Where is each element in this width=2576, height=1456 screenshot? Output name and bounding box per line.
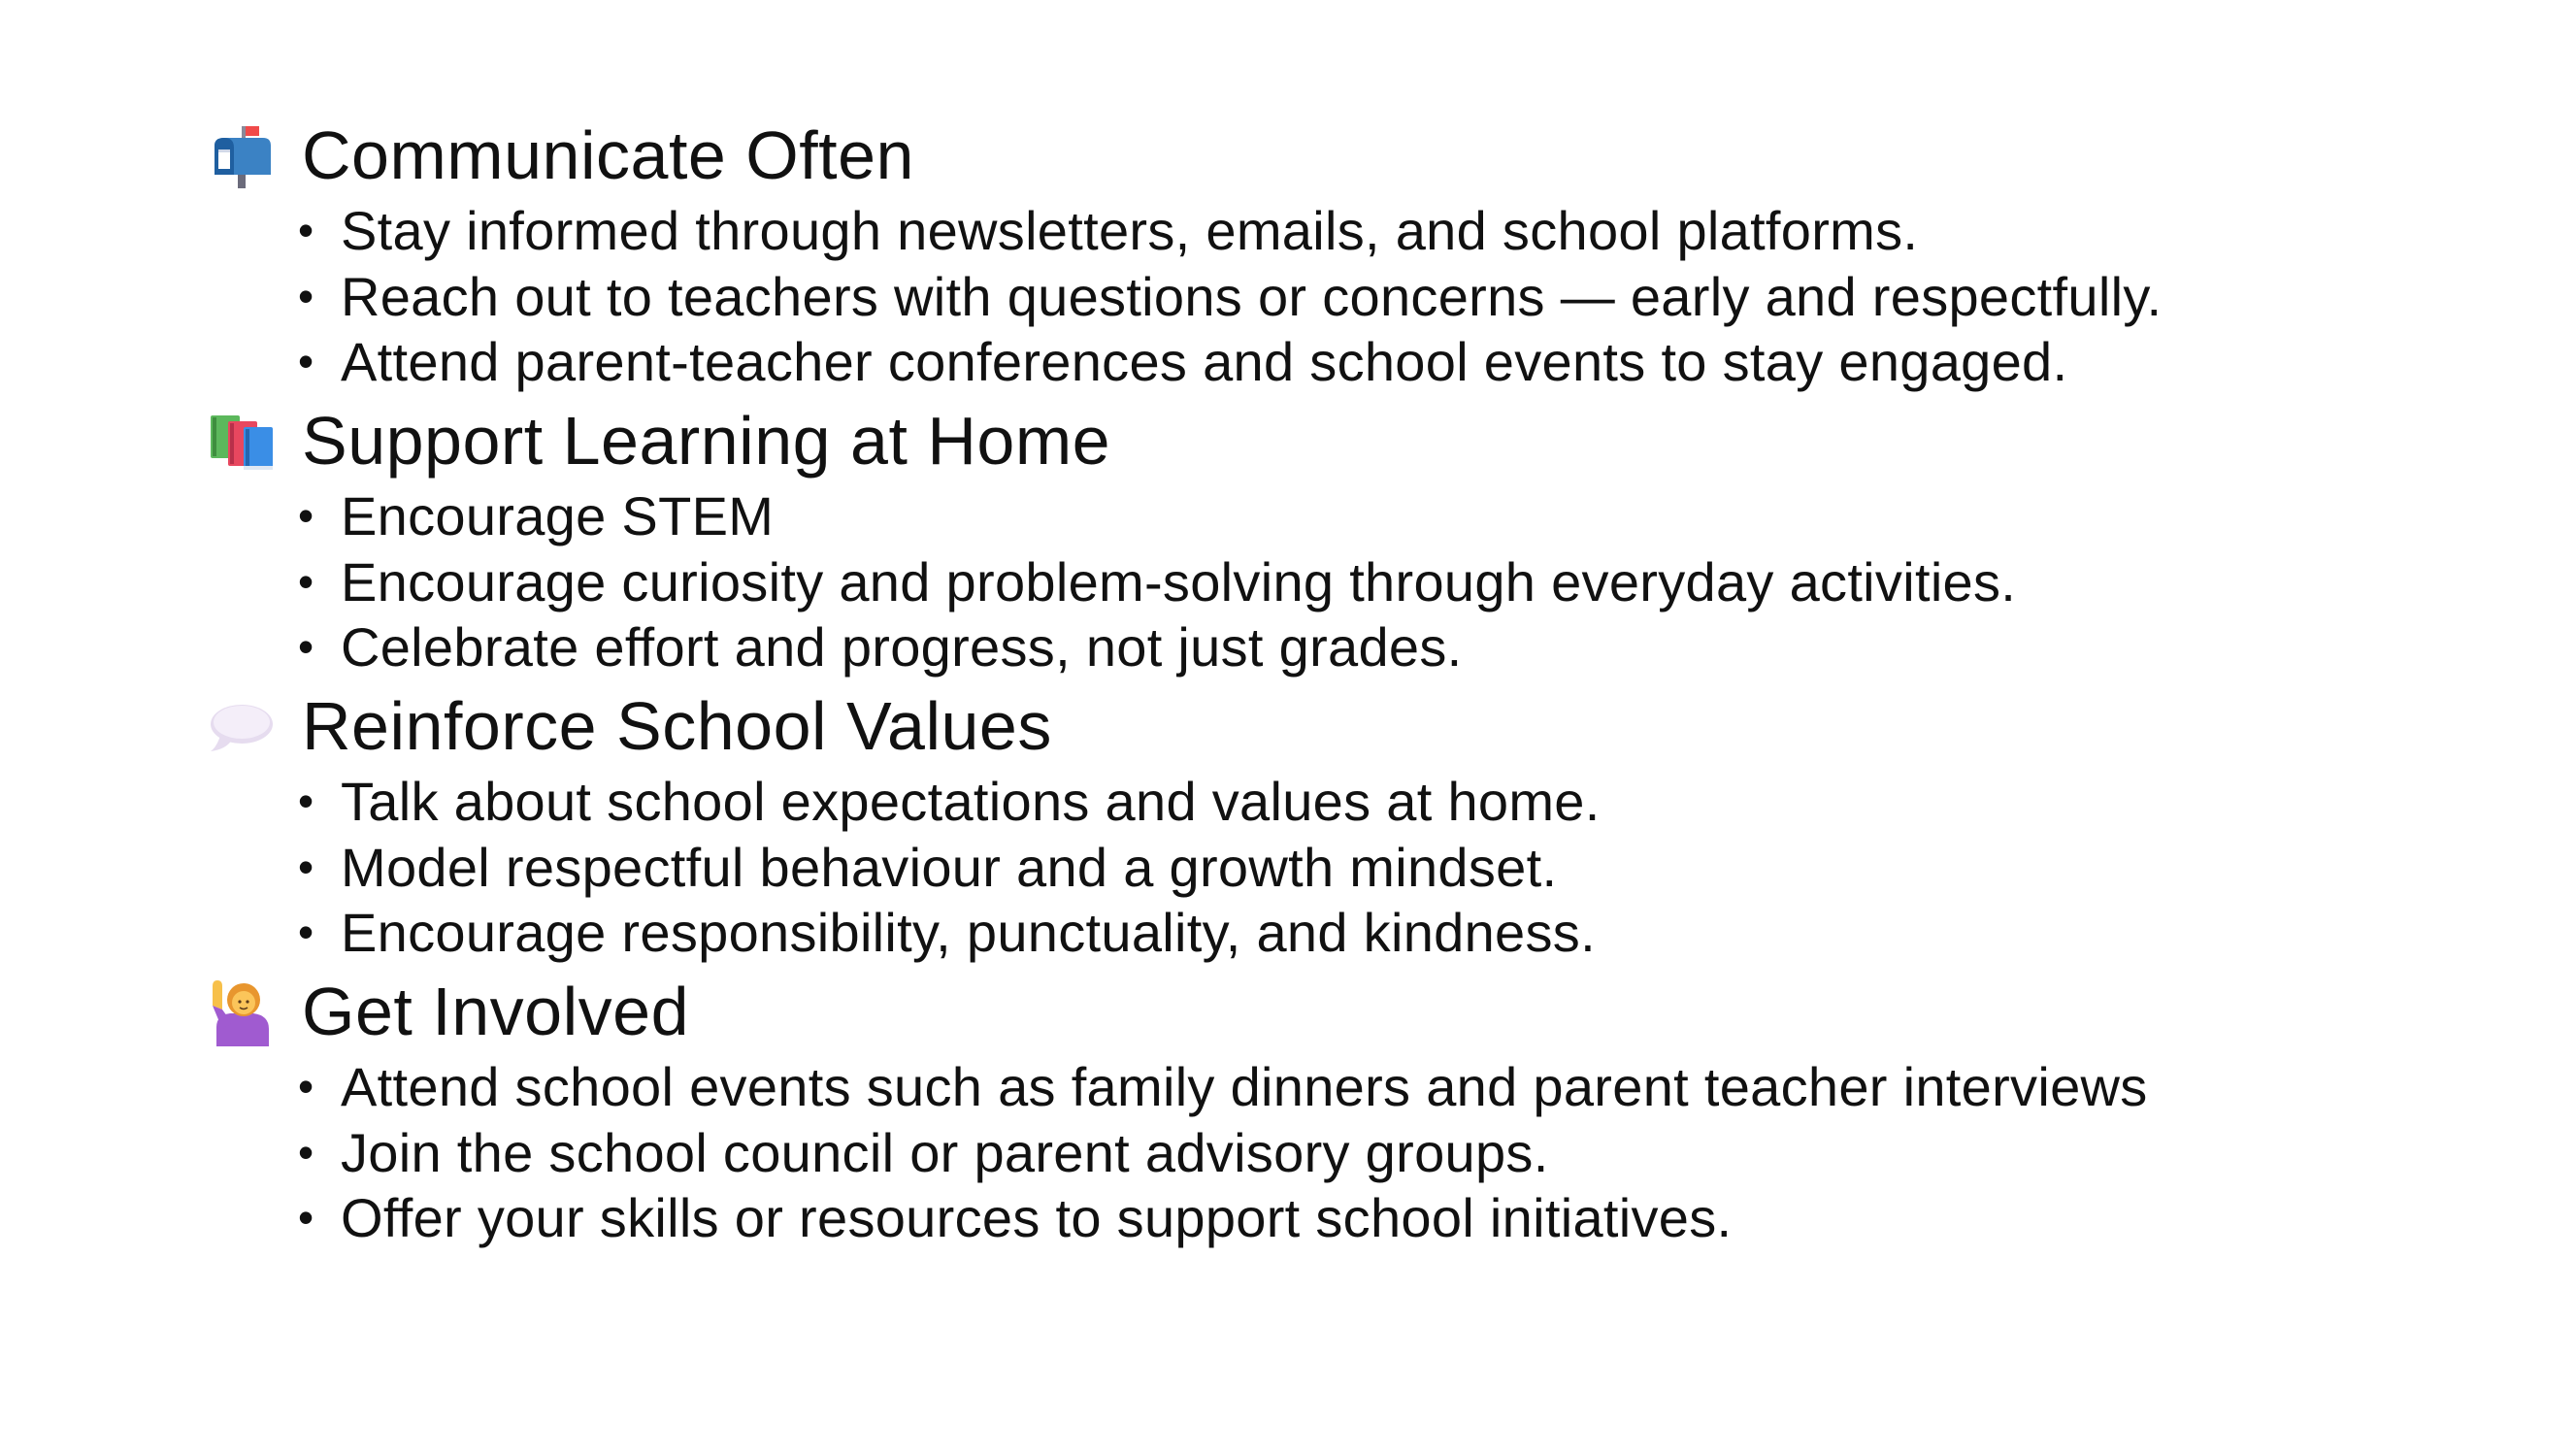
bullet-list	[294, 769, 2439, 966]
bullet-dot: •	[298, 841, 314, 892]
section-title: Get Involved	[302, 974, 689, 1049]
bullet-dot: •	[298, 621, 314, 672]
bullet-dot: •	[298, 555, 314, 607]
section-reinforce-values	[207, 685, 2439, 966]
section-heading	[207, 685, 2439, 767]
section-heading	[207, 400, 2439, 481]
list-item-text: Attend school events such as family dinners and parent teacher interviews	[341, 1056, 2148, 1117]
list-item-text: Talk about school expectations and values at home.	[341, 771, 1601, 832]
list-item	[294, 614, 2439, 680]
list-item	[294, 483, 2439, 549]
section-title: Support Learning at Home	[302, 403, 1111, 479]
list-item-text: Join the school council or parent advisory groups.	[341, 1121, 1549, 1183]
section-title: Reinforce School Values	[302, 688, 1052, 764]
bullet-dot: •	[298, 907, 314, 957]
list-item	[294, 1185, 2439, 1251]
bullet-list	[294, 1054, 2439, 1251]
list-item-text: Encourage curiosity and problem-solving through everyday activities.	[341, 550, 2017, 612]
section-support-learning	[207, 400, 2439, 680]
list-item	[294, 769, 2439, 835]
list-item-text: Reach out to teachers with questions or concerns — early and respectfully.	[341, 265, 2163, 327]
section-title: Communicate Often	[302, 117, 914, 193]
list-item-text: Stay informed through newsletters, emails, and school platforms.	[341, 200, 1919, 261]
mailbox-icon	[207, 120, 277, 190]
list-item-text: Attend parent-teacher conferences and school events to stay engaged.	[341, 331, 2068, 392]
bullet-dot: •	[298, 270, 314, 321]
section-heading	[207, 971, 2439, 1052]
list-item-text: Celebrate effort and progress, not just grades.	[341, 616, 1463, 678]
bullet-list	[294, 198, 2439, 395]
bullet-dot: •	[298, 776, 314, 826]
list-item	[294, 900, 2439, 966]
person-raising-hand-icon	[207, 976, 277, 1046]
bullet-dot: •	[298, 1192, 314, 1242]
bullet-dot: •	[298, 336, 314, 386]
bullet-dot: •	[298, 1126, 314, 1177]
list-item-text: Encourage responsibility, punctuality, and kindness.	[341, 902, 1596, 963]
section-communicate-often	[207, 115, 2439, 395]
list-item	[294, 1054, 2439, 1120]
list-item-text: Offer your skills or resources to support school initiatives.	[341, 1187, 1733, 1248]
speech-bubble-icon	[207, 691, 277, 761]
bullet-dot: •	[298, 205, 314, 255]
list-item	[294, 1120, 2439, 1186]
section-get-involved	[207, 971, 2439, 1251]
list-item	[294, 264, 2439, 330]
list-item	[294, 835, 2439, 901]
books-icon	[207, 406, 277, 476]
bullet-list	[294, 483, 2439, 680]
list-item	[294, 329, 2439, 395]
bullet-dot: •	[298, 1061, 314, 1111]
list-item-text: Model respectful behaviour and a growth mindset.	[341, 836, 1558, 898]
list-item-text: Encourage STEM	[341, 485, 775, 546]
bullet-dot: •	[298, 490, 314, 541]
list-item	[294, 549, 2439, 615]
list-item	[294, 198, 2439, 264]
section-heading	[207, 115, 2439, 196]
